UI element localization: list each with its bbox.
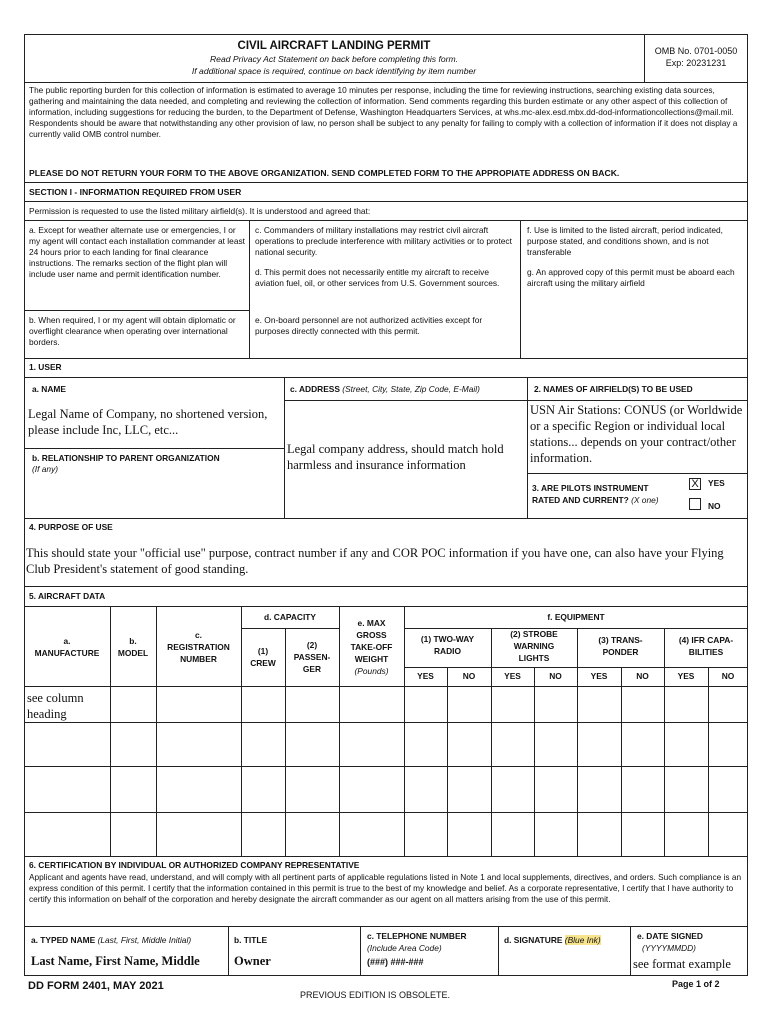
divider xyxy=(24,518,748,519)
space-note: If additional space is required, continue on back identifying by item number xyxy=(191,66,477,76)
divider xyxy=(24,586,748,587)
divider xyxy=(24,686,748,687)
divider xyxy=(24,606,748,607)
divider xyxy=(24,766,748,767)
user-heading: 1. USER xyxy=(29,362,62,372)
col-registration: REGISTRATION xyxy=(167,642,230,652)
divider xyxy=(527,377,528,518)
col-a-number: a. xyxy=(63,636,71,646)
cert-signature-label: d. SIGNATURE xyxy=(504,935,563,945)
col-transponder-1: (3) TRANS- xyxy=(598,635,643,645)
address-hint: (Street, City, State, Zip Code, E-Mail) xyxy=(342,384,480,394)
cert-phone-label: c. TELEPHONE NUMBER xyxy=(367,931,467,941)
divider xyxy=(241,606,242,856)
col-radio-2: RADIO xyxy=(434,646,461,656)
divider xyxy=(24,722,748,723)
col-transponder-2: PONDER xyxy=(602,647,639,657)
col-b-number: b. xyxy=(129,636,137,646)
cert-date-hint: (YYYYMMDD) xyxy=(642,943,696,953)
term-e: e. On-board personnel are not authorized activities except for purposes directly connected with this permit. xyxy=(255,315,483,336)
divider xyxy=(708,667,709,856)
cert-date-field[interactable]: see format example xyxy=(633,957,731,971)
cert-title-field[interactable]: Owner xyxy=(234,954,271,968)
col-ifr-1: (4) IFR CAPA- xyxy=(678,635,734,645)
divider xyxy=(534,667,535,856)
transponder-no: NO xyxy=(636,671,649,681)
col-passenger-2: GER xyxy=(302,664,322,674)
form-title: CIVIL AIRCRAFT LANDING PERMIT xyxy=(237,40,431,52)
cert-heading: 6. CERTIFICATION BY INDIVIDUAL OR AUTHORIZED COMPANY REPRESENTATIVE xyxy=(29,860,360,870)
aircraft-row-1-manufacture[interactable]: see column heading xyxy=(27,691,84,721)
divider xyxy=(404,667,748,668)
ifr-yes: YES xyxy=(677,671,695,681)
col-model: MODEL xyxy=(117,648,149,658)
return-warning: PLEASE DO NOT RETURN YOUR FORM TO THE ABOVE ORGANIZATION. SEND COMPLETED FORM TO THE APPROPIATE ADDRESS ON BACK. xyxy=(29,168,620,178)
relationship-sub: (If any) xyxy=(32,464,59,474)
relationship-label: b. RELATIONSHIP TO PARENT ORGANIZATION xyxy=(32,453,220,463)
divider xyxy=(228,926,229,976)
cert-signature-field[interactable] xyxy=(500,948,628,974)
divider xyxy=(621,667,622,856)
cert-phone-field[interactable]: (###) ###-### xyxy=(367,957,424,967)
user-name-field[interactable]: Legal Name of Company, no shortened version, please include Inc, LLC, etc... xyxy=(28,407,268,437)
page-number: Page 1 of 2 xyxy=(672,979,720,989)
divider xyxy=(630,926,631,976)
purpose-field[interactable]: This should state your "official use" purpose, contract number if any and COR POC information if you have one, can also have your Flying Club President's statement of good standing. xyxy=(26,546,724,576)
privacy-note: Read Privacy Act Statement on back before completing this form. xyxy=(209,54,459,64)
cert-signature-hint: (Blue Ink) xyxy=(564,935,601,945)
divider xyxy=(360,926,361,976)
divider xyxy=(24,201,748,202)
divider xyxy=(24,448,284,449)
section-1-title: SECTION I - INFORMATION REQUIRED FROM USER xyxy=(29,187,242,197)
obsolete-note: PREVIOUS EDITION IS OBSOLETE. xyxy=(300,990,451,1000)
divider xyxy=(24,310,249,311)
radio-no: NO xyxy=(462,671,476,681)
divider xyxy=(447,667,448,856)
col-max-2: GROSS xyxy=(356,630,387,640)
term-f: f. Use is limited to the listed aircraft, period indicated, purpose stated, and conditions shown, and is not transferable xyxy=(527,225,723,257)
term-g: g. An approved copy of this permit must be aboard each aircraft using the military airfield xyxy=(527,267,735,288)
cert-date-label: e. DATE SIGNED xyxy=(637,931,703,941)
divider xyxy=(24,182,748,183)
cert-name-hint: (Last, First, Middle Initial) xyxy=(97,935,192,945)
strobe-yes: YES xyxy=(504,671,521,681)
pilots-yes-checkbox[interactable]: X xyxy=(689,478,701,490)
pilots-label-2-wrap xyxy=(532,495,659,506)
col-passenger-number: (2) xyxy=(306,640,318,650)
col-radio-1: (1) TWO-WAY xyxy=(420,634,475,644)
col-max-5: (Pounds) xyxy=(354,666,389,676)
divider xyxy=(24,812,748,813)
divider xyxy=(24,358,748,359)
col-crew: CREW xyxy=(250,658,276,668)
col-capacity: d. CAPACITY xyxy=(264,612,316,622)
col-passenger-1: PASSEN- xyxy=(293,652,331,662)
divider xyxy=(527,473,748,474)
transponder-yes: YES xyxy=(590,671,608,681)
cert-title-label: b. TITLE xyxy=(234,935,268,945)
col-crew-number: (1) xyxy=(257,646,269,656)
cert-phone-hint: (Include Area Code) xyxy=(367,943,442,953)
divider xyxy=(498,926,499,976)
divider xyxy=(284,400,748,401)
pilots-hint: (X one) xyxy=(631,495,659,505)
divider xyxy=(24,856,748,857)
address-label-wrap xyxy=(290,384,480,395)
strobe-no: NO xyxy=(549,671,562,681)
cert-name-field[interactable]: Last Name, First Name, Middle xyxy=(31,954,200,968)
cert-name-label-wrap xyxy=(31,935,191,946)
airfields-field[interactable]: USN Air Stations: CONUS (or Worldwide or a specific Region or individual local stations... depends on your contract/other information. xyxy=(530,403,743,465)
omb-number: OMB No. 0701-0050 xyxy=(654,46,738,56)
divider xyxy=(284,377,285,518)
divider xyxy=(24,377,748,378)
col-equipment: f. EQUIPMENT xyxy=(547,612,605,622)
col-max-1: e. MAX xyxy=(357,618,386,628)
divider xyxy=(241,628,339,629)
divider xyxy=(664,628,665,856)
cert-signature-label-wrap xyxy=(504,935,601,946)
divider xyxy=(24,926,748,927)
term-a: a. Except for weather alternate use or emergencies, I or my agent will contact each installation commander at least 24 hours prior to each landing for final clearance instructions. The remarks section of the flight plan will include user name and permit identification number. xyxy=(29,225,245,279)
col-registration-number: NUMBER xyxy=(180,654,217,664)
aircraft-heading: 5. AIRCRAFT DATA xyxy=(29,591,106,601)
divider xyxy=(577,628,578,856)
term-b: b. When required, I or my agent will obtain diplomatic or overflight clearance when operating over international borders. xyxy=(29,315,236,347)
form-number: DD FORM 2401, MAY 2021 xyxy=(28,980,164,992)
divider xyxy=(24,82,748,83)
address-field[interactable]: Legal company address, should match hold harmless and insurance information xyxy=(287,442,504,472)
term-c: c. Commanders of military installations may restrict civil aircraft operations to preclude interference with military activities or to protect national security. xyxy=(255,225,512,257)
col-strobe-1: (2) STROBE xyxy=(510,629,558,639)
pilots-label-2: RATED AND CURRENT? xyxy=(532,495,629,505)
col-max-3: TAKE-OFF xyxy=(350,642,393,652)
airfields-label: 2. NAMES OF AIRFIELD(S) TO BE USED xyxy=(534,384,693,394)
col-manufacture: MANUFACTURE xyxy=(34,648,100,658)
col-strobe-2: WARNING xyxy=(513,641,555,651)
ifr-no: NO xyxy=(721,671,735,681)
expiration-date: Exp: 20231231 xyxy=(665,58,727,68)
pilots-yes-label: YES xyxy=(708,478,725,488)
user-name-label: a. NAME xyxy=(32,384,66,394)
term-d: d. This permit does not necessarily entitle my aircraft to receive aviation fuel, oil, or other services from U.S. Government sources. xyxy=(255,267,500,288)
cert-name-label: a. TYPED NAME xyxy=(31,935,96,945)
radio-yes: YES xyxy=(417,671,434,681)
pilots-no-checkbox[interactable] xyxy=(689,498,701,510)
col-ifr-2: BILITIES xyxy=(688,647,724,657)
cert-text: Applicant and agents have read, understand, and will comply with all pertinent parts of applicable regulations listed in Note 1 and local supplements, directives, and orders. Such compliance is an express condition of this permit. I certify that the information contained in this permit is true to the best of my knowledge and belief. As a corporate representative, I certify that I have authority to certify this information on behalf of the corporation and hereby designate the aircraft commander as our agent on all matters arising from the use of this permit. xyxy=(29,872,742,905)
pilots-label-1: 3. ARE PILOTS INSTRUMENT xyxy=(532,483,649,493)
purpose-heading: 4. PURPOSE OF USE xyxy=(29,522,113,532)
section-1-intro: Permission is requested to use the listed military airfield(s). It is understood and agreed that: xyxy=(29,206,371,216)
divider xyxy=(249,220,250,358)
col-strobe-3: LIGHTS xyxy=(518,653,550,663)
divider xyxy=(520,220,521,358)
divider xyxy=(24,220,748,221)
relationship-field[interactable] xyxy=(26,476,282,516)
col-c-number: c. xyxy=(195,630,202,640)
burden-statement: The public reporting burden for this collection of information is estimated to average 10 minutes per response, including the time for reviewing instructions, searching existing data sources, gathering and maintaining the data needed, and completing and reviewing the collection of information. Send comments regarding this burden estimate or any other aspect of this collection of information, including suggestions for reducing the burden, to the Department of Defense, Washington Headquarters Services, at whs.mc-alex.esd.mbx.dd-dod-informationcollections@mail.mil. Respondents should be aware that notwithstanding any other provision of law, no person shall be subject to any penalty for failing to comply with a collection of information if it does not display a currently valid OMB control number. xyxy=(29,85,738,140)
address-label: c. ADDRESS xyxy=(290,384,340,394)
col-max-4: WEIGHT xyxy=(354,654,389,664)
pilots-no-label: NO xyxy=(708,501,721,511)
